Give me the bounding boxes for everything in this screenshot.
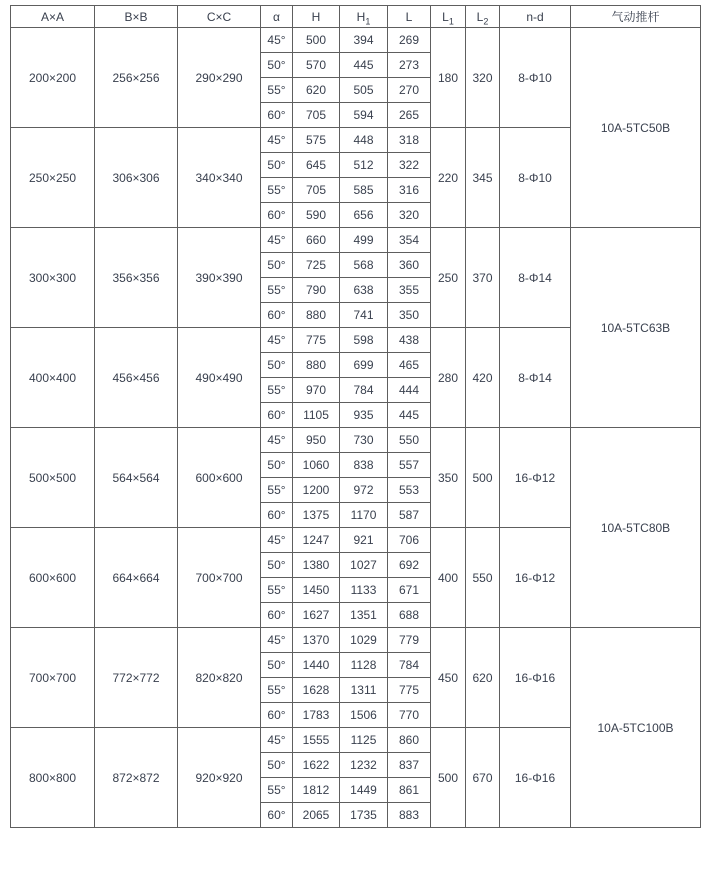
col-header-h: H xyxy=(293,6,340,28)
cell-h: 645 xyxy=(293,153,340,178)
cell-l: 671 xyxy=(388,578,431,603)
cell-h1: 1170 xyxy=(340,503,388,528)
col-header-l1: $L_1$ xyxy=(431,6,466,28)
cell-cxc: 920×920 xyxy=(178,728,261,828)
cell-nd: 8-Φ10 xyxy=(500,128,571,228)
cell-l1: 500 xyxy=(431,728,466,828)
cell-nd: 16-Φ16 xyxy=(500,628,571,728)
cell-l: 320 xyxy=(388,203,431,228)
cell-h1: 741 xyxy=(340,303,388,328)
cell-h1: 585 xyxy=(340,178,388,203)
col-header-cxc: C×C xyxy=(178,6,261,28)
cell-bxb: 356×356 xyxy=(95,228,178,328)
cell-cxc: 390×390 xyxy=(178,228,261,328)
cell-h1: 1027 xyxy=(340,553,388,578)
cell-h1: 1311 xyxy=(340,678,388,703)
cell-h1: 1029 xyxy=(340,628,388,653)
cell-l1: 350 xyxy=(431,428,466,528)
cell-l: 587 xyxy=(388,503,431,528)
cell-h: 880 xyxy=(293,303,340,328)
cell-cxc: 600×600 xyxy=(178,428,261,528)
cell-alpha: 55° xyxy=(261,178,293,203)
cell-alpha: 55° xyxy=(261,578,293,603)
col-header-axa: A×A xyxy=(11,6,95,28)
cell-h1: 1735 xyxy=(340,803,388,828)
cell-h: 880 xyxy=(293,353,340,378)
cell-h: 1380 xyxy=(293,553,340,578)
cell-h: 1628 xyxy=(293,678,340,703)
cell-h: 570 xyxy=(293,53,340,78)
cell-l2: 500 xyxy=(466,428,500,528)
cell-nd: 8-Φ10 xyxy=(500,28,571,128)
cell-alpha: 50° xyxy=(261,553,293,578)
cell-h: 1622 xyxy=(293,753,340,778)
cell-alpha: 55° xyxy=(261,378,293,403)
cell-bxb: 772×772 xyxy=(95,628,178,728)
cell-l: 837 xyxy=(388,753,431,778)
cell-h1: 838 xyxy=(340,453,388,478)
cell-h: 660 xyxy=(293,228,340,253)
cell-alpha: 50° xyxy=(261,153,293,178)
cell-bxb: 456×456 xyxy=(95,328,178,428)
cell-axa: 200×200 xyxy=(11,28,95,128)
cell-pushrod: 10A-5TC63B xyxy=(571,228,701,428)
cell-h: 2065 xyxy=(293,803,340,828)
cell-nd: 8-Φ14 xyxy=(500,328,571,428)
cell-axa: 250×250 xyxy=(11,128,95,228)
cell-h1: 448 xyxy=(340,128,388,153)
cell-h1: 505 xyxy=(340,78,388,103)
cell-h: 775 xyxy=(293,328,340,353)
cell-l: 355 xyxy=(388,278,431,303)
cell-h: 1375 xyxy=(293,503,340,528)
cell-h: 1247 xyxy=(293,528,340,553)
cell-h1: 656 xyxy=(340,203,388,228)
cell-bxb: 872×872 xyxy=(95,728,178,828)
cell-h1: 499 xyxy=(340,228,388,253)
cell-l: 465 xyxy=(388,353,431,378)
cell-h: 705 xyxy=(293,178,340,203)
col-header-alpha: α xyxy=(261,6,293,28)
cell-alpha: 45° xyxy=(261,28,293,53)
col-header-pushrod: 气动推杆 xyxy=(571,6,701,28)
cell-alpha: 60° xyxy=(261,703,293,728)
cell-l: 273 xyxy=(388,53,431,78)
cell-nd: 16-Φ12 xyxy=(500,428,571,528)
cell-l2: 420 xyxy=(466,328,500,428)
cell-alpha: 50° xyxy=(261,53,293,78)
cell-h1: 1232 xyxy=(340,753,388,778)
cell-pushrod: 10A-5TC80B xyxy=(571,428,701,628)
cell-l2: 370 xyxy=(466,228,500,328)
cell-h1: 921 xyxy=(340,528,388,553)
cell-alpha: 55° xyxy=(261,778,293,803)
cell-cxc: 700×700 xyxy=(178,528,261,628)
table-row xyxy=(11,228,701,253)
table-row xyxy=(11,428,701,453)
cell-h: 1060 xyxy=(293,453,340,478)
cell-h: 1812 xyxy=(293,778,340,803)
cell-axa: 800×800 xyxy=(11,728,95,828)
cell-h1: 1506 xyxy=(340,703,388,728)
cell-cxc: 820×820 xyxy=(178,628,261,728)
cell-l2: 670 xyxy=(466,728,500,828)
cell-alpha: 60° xyxy=(261,503,293,528)
cell-h: 970 xyxy=(293,378,340,403)
cell-h: 1200 xyxy=(293,478,340,503)
cell-l1: 180 xyxy=(431,28,466,128)
cell-pushrod: 10A-5TC50B xyxy=(571,28,701,228)
cell-l: 350 xyxy=(388,303,431,328)
cell-axa: 300×300 xyxy=(11,228,95,328)
cell-l2: 550 xyxy=(466,528,500,628)
cell-h: 950 xyxy=(293,428,340,453)
cell-h: 705 xyxy=(293,103,340,128)
cell-alpha: 45° xyxy=(261,328,293,353)
cell-cxc: 290×290 xyxy=(178,28,261,128)
cell-l: 779 xyxy=(388,628,431,653)
cell-l: 318 xyxy=(388,128,431,153)
cell-h1: 730 xyxy=(340,428,388,453)
cell-alpha: 45° xyxy=(261,728,293,753)
cell-l: 775 xyxy=(388,678,431,703)
cell-l: 354 xyxy=(388,228,431,253)
cell-l: 706 xyxy=(388,528,431,553)
cell-h1: 512 xyxy=(340,153,388,178)
cell-h1: 1449 xyxy=(340,778,388,803)
cell-h: 790 xyxy=(293,278,340,303)
col-header-h1: $H_1$ xyxy=(340,6,388,28)
cell-h: 500 xyxy=(293,28,340,53)
cell-bxb: 564×564 xyxy=(95,428,178,528)
cell-alpha: 60° xyxy=(261,403,293,428)
cell-axa: 700×700 xyxy=(11,628,95,728)
cell-alpha: 45° xyxy=(261,528,293,553)
cell-alpha: 55° xyxy=(261,278,293,303)
cell-l1: 400 xyxy=(431,528,466,628)
col-header-l: L xyxy=(388,6,431,28)
cell-h: 1555 xyxy=(293,728,340,753)
cell-h: 1450 xyxy=(293,578,340,603)
cell-alpha: 50° xyxy=(261,653,293,678)
cell-h: 590 xyxy=(293,203,340,228)
cell-l: 550 xyxy=(388,428,431,453)
cell-cxc: 340×340 xyxy=(178,128,261,228)
cell-l: 265 xyxy=(388,103,431,128)
cell-h1: 1125 xyxy=(340,728,388,753)
cell-alpha: 45° xyxy=(261,628,293,653)
cell-h: 620 xyxy=(293,78,340,103)
cell-l1: 450 xyxy=(431,628,466,728)
cell-h1: 1133 xyxy=(340,578,388,603)
col-header-nd: n-d xyxy=(500,6,571,28)
cell-h1: 638 xyxy=(340,278,388,303)
cell-l: 688 xyxy=(388,603,431,628)
cell-l: 270 xyxy=(388,78,431,103)
header-row xyxy=(11,6,701,28)
cell-axa: 600×600 xyxy=(11,528,95,628)
cell-h1: 935 xyxy=(340,403,388,428)
cell-bxb: 306×306 xyxy=(95,128,178,228)
cell-h: 1783 xyxy=(293,703,340,728)
cell-axa: 500×500 xyxy=(11,428,95,528)
cell-nd: 16-Φ16 xyxy=(500,728,571,828)
table-row xyxy=(11,28,701,53)
cell-h: 725 xyxy=(293,253,340,278)
cell-h1: 394 xyxy=(340,28,388,53)
cell-l: 860 xyxy=(388,728,431,753)
cell-l: 444 xyxy=(388,378,431,403)
cell-h1: 1128 xyxy=(340,653,388,678)
cell-l: 883 xyxy=(388,803,431,828)
cell-h1: 568 xyxy=(340,253,388,278)
cell-alpha: 50° xyxy=(261,753,293,778)
col-header-l2: $L_2$ xyxy=(466,6,500,28)
cell-l1: 280 xyxy=(431,328,466,428)
cell-l: 770 xyxy=(388,703,431,728)
cell-alpha: 45° xyxy=(261,128,293,153)
cell-l: 861 xyxy=(388,778,431,803)
cell-alpha: 60° xyxy=(261,603,293,628)
cell-axa: 400×400 xyxy=(11,328,95,428)
cell-l: 360 xyxy=(388,253,431,278)
cell-bxb: 256×256 xyxy=(95,28,178,128)
cell-l: 553 xyxy=(388,478,431,503)
cell-l2: 345 xyxy=(466,128,500,228)
cell-alpha: 50° xyxy=(261,453,293,478)
cell-l1: 250 xyxy=(431,228,466,328)
col-header-bxb: B×B xyxy=(95,6,178,28)
cell-nd: 8-Φ14 xyxy=(500,228,571,328)
cell-l: 445 xyxy=(388,403,431,428)
cell-alpha: 55° xyxy=(261,678,293,703)
cell-alpha: 55° xyxy=(261,78,293,103)
cell-h1: 1351 xyxy=(340,603,388,628)
cell-alpha: 60° xyxy=(261,103,293,128)
cell-h1: 972 xyxy=(340,478,388,503)
cell-h: 1440 xyxy=(293,653,340,678)
cell-h1: 699 xyxy=(340,353,388,378)
cell-alpha: 55° xyxy=(261,478,293,503)
cell-alpha: 50° xyxy=(261,253,293,278)
cell-alpha: 50° xyxy=(261,353,293,378)
cell-l: 316 xyxy=(388,178,431,203)
cell-alpha: 60° xyxy=(261,203,293,228)
cell-alpha: 60° xyxy=(261,303,293,328)
cell-l: 692 xyxy=(388,553,431,578)
cell-l2: 320 xyxy=(466,28,500,128)
cell-h1: 598 xyxy=(340,328,388,353)
cell-l: 269 xyxy=(388,28,431,53)
cell-alpha: 45° xyxy=(261,428,293,453)
cell-l2: 620 xyxy=(466,628,500,728)
table-row xyxy=(11,628,701,653)
cell-nd: 16-Φ12 xyxy=(500,528,571,628)
cell-h: 1105 xyxy=(293,403,340,428)
cell-cxc: 490×490 xyxy=(178,328,261,428)
cell-l: 322 xyxy=(388,153,431,178)
cell-h1: 784 xyxy=(340,378,388,403)
cell-h: 575 xyxy=(293,128,340,153)
cell-alpha: 60° xyxy=(261,803,293,828)
cell-l: 438 xyxy=(388,328,431,353)
cell-h1: 594 xyxy=(340,103,388,128)
cell-pushrod: 10A-5TC100B xyxy=(571,628,701,828)
cell-bxb: 664×664 xyxy=(95,528,178,628)
cell-l: 784 xyxy=(388,653,431,678)
cell-h: 1370 xyxy=(293,628,340,653)
cell-h1: 445 xyxy=(340,53,388,78)
cell-h: 1627 xyxy=(293,603,340,628)
cell-l: 557 xyxy=(388,453,431,478)
cell-alpha: 45° xyxy=(261,228,293,253)
dimension-spec-table xyxy=(10,5,701,828)
cell-l1: 220 xyxy=(431,128,466,228)
